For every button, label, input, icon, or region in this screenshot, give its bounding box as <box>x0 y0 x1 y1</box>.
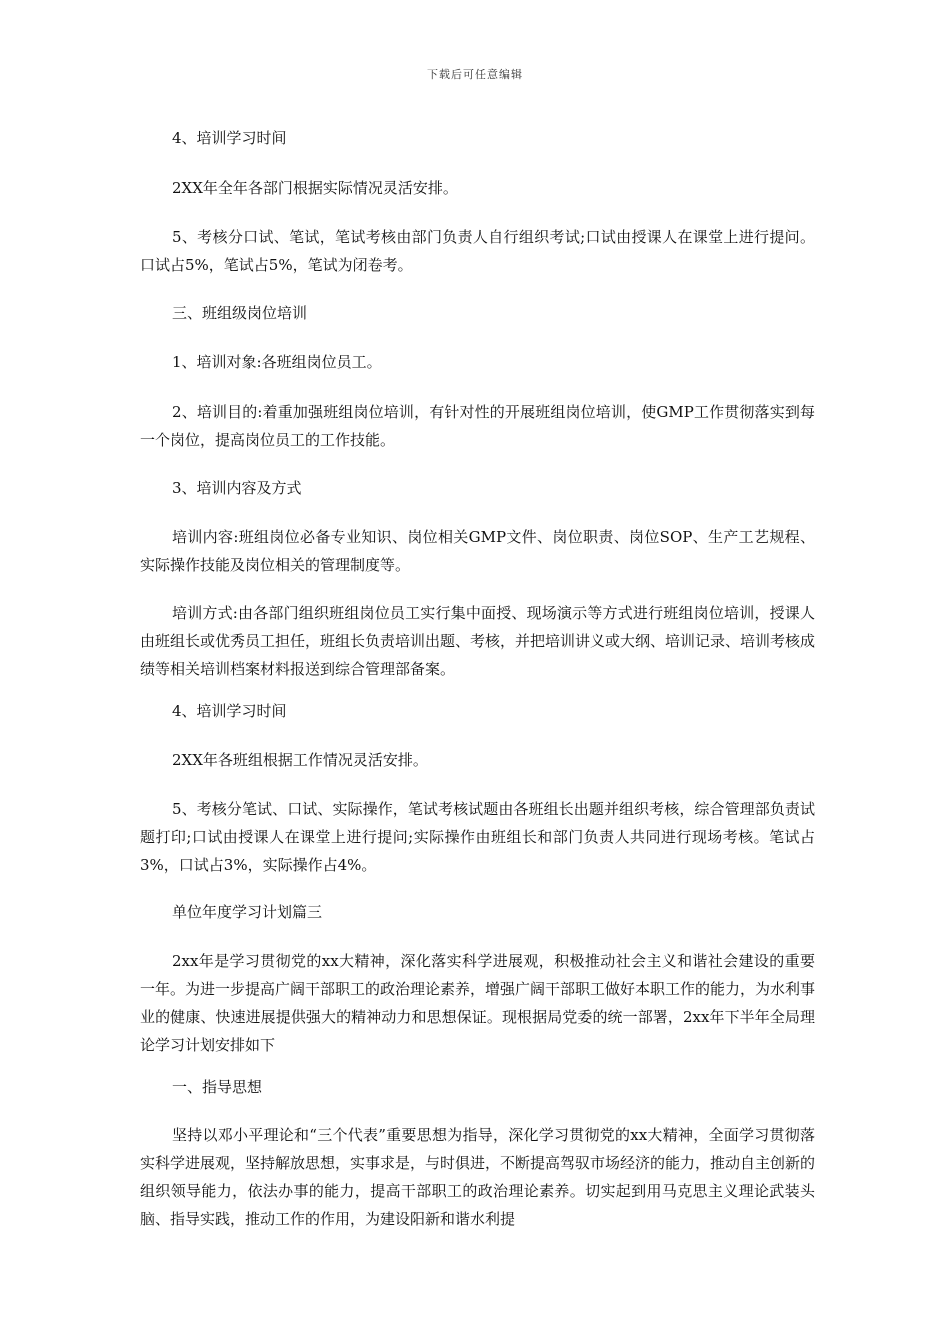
paragraph: 坚持以邓小平理论和“三个代表”重要思想为指导，深化学习贯彻党的xx大精神，全面学习贯彻落实科学进展观，坚持解放思想，实事求是，与时俱进，不断提高驾驭市场经济的能力，推动自主创新的组织领导能力，依法办事的能力，提高干部职工的政治理论素养。切实起到用马克思主义理论武装头脑、指导实践，推动工作的作用，为建设阳新和谐水利提 <box>140 1126 816 1228</box>
section-heading: 三、班组级岗位培训 <box>172 304 308 322</box>
paragraph: 2XX年各班组根据工作情况灵活安排。 <box>172 751 428 769</box>
paragraph: 5、考核分口试、笔试，笔试考核由部门负责人自行组织考试;口试由授课人在课堂上进行提问。口试占5%，笔试占5%，笔试为闭卷考。 <box>140 228 815 274</box>
section-heading: 一、指导思想 <box>172 1078 263 1096</box>
paragraph: 2xx年是学习贯彻党的xx大精神，深化落实科学进展观，积极推动社会主义和谐社会建设的重要一年。为进一步提高广阔干部职工的政治理论素养，增强广阔干部职工做好本职工作的能力，为水利事业的健康、快速进展提供强大的精神动力和思想保证。现根据局党委的统一部署，2xx年下半年全局理论学习计划安排如下 <box>140 952 816 1054</box>
paragraph: 培训方式:由各部门组织班组岗位员工实行集中面授、现场演示等方式进行班组岗位培训，授课人由班组长或优秀员工担任，班组长负责培训出题、考核，并把培训讲义或大纲、培训记录、培训考核成绩等相关培训档案材料报送到综合管理部备案。 <box>140 604 816 678</box>
paragraph: 2、培训目的:着重加强班组岗位培训，有针对性的开展班组岗位培训，使GMP工作贯彻落实到每一个岗位，提高岗位员工的工作技能。 <box>140 403 815 449</box>
paragraph: 1、培训对象:各班组岗位员工。 <box>172 353 382 371</box>
paragraph: 4、培训学习时间 <box>172 129 287 147</box>
paragraph: 3、培训内容及方式 <box>172 479 302 497</box>
paragraph: 4、培训学习时间 <box>172 702 287 720</box>
paragraph: 2XX年全年各部门根据实际情况灵活安排。 <box>172 179 458 197</box>
page-header: 下载后可任意编辑 <box>427 68 523 81</box>
section-heading: 单位年度学习计划篇三 <box>172 903 323 921</box>
paragraph: 5、考核分笔试、口试、实际操作，笔试考核试题由各班组长出题并组织考核，综合管理部负责试题打印;口试由授课人在课堂上进行提问;实际操作由班组长和部门负责人共同进行现场考核。笔试占3%，口试占3%，实际操作占4%。 <box>140 800 815 874</box>
paragraph: 培训内容:班组岗位必备专业知识、岗位相关GMP文件、岗位职责、岗位SOP、生产工艺规程、实际操作技能及岗位相关的管理制度等。 <box>140 528 815 574</box>
